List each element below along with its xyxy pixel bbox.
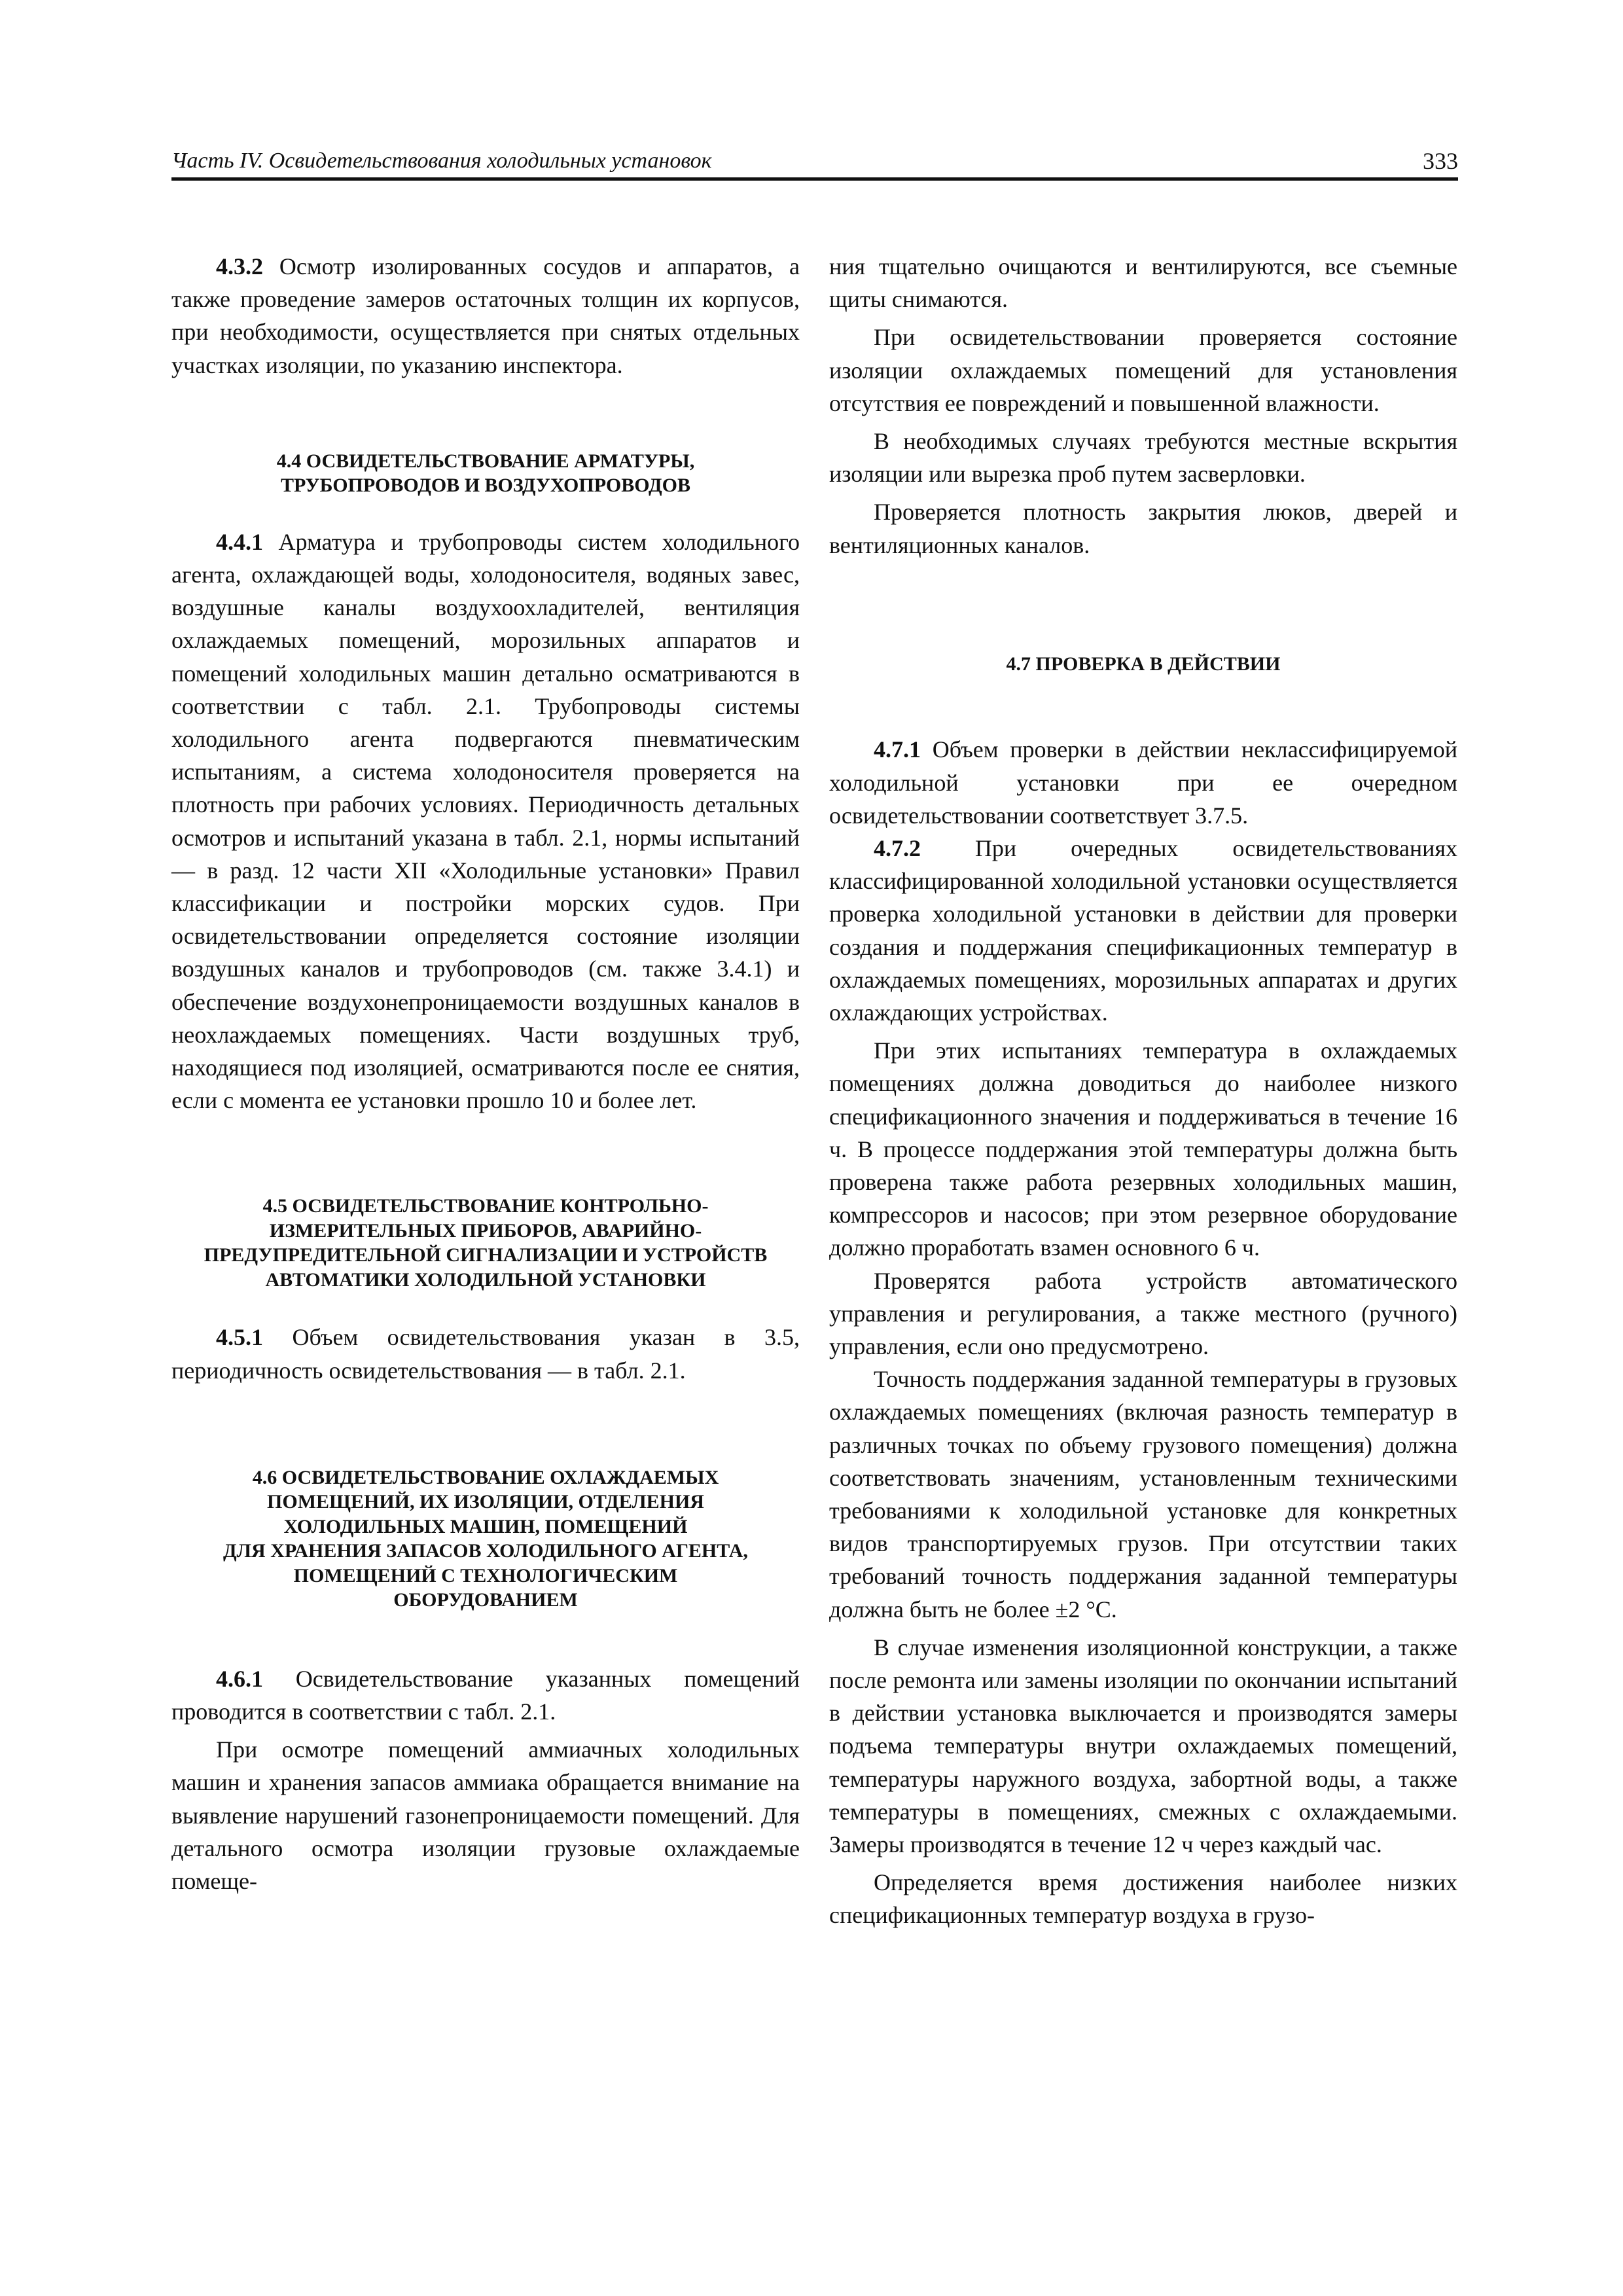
heading-4-6 bbox=[171, 1465, 800, 1613]
paragraph-insulation: При освидетельствовании проверяется состояние изоляции охлаждаемых помещений для установления отсутствия ее повреждений и повышенной влажности. bbox=[829, 324, 1457, 416]
paragraph-tightness: Проверяется плотность закрытия люков, дверей и вентиляционных каналов. bbox=[829, 499, 1457, 558]
paragraph-4-3-2 bbox=[171, 250, 800, 382]
heading-4-4 bbox=[171, 449, 800, 498]
heading-line: ИЗМЕРИТЕЛЬНЫХ ПРИБОРОВ, АВАРИЙНО- bbox=[269, 1219, 702, 1242]
paragraph-automatic: Проверятся работа устройств автоматического управления и регулирования, а также местного (ручного) управления, если оно предусмотрено. bbox=[829, 1267, 1457, 1359]
clause-text: Освидетельствование указанных помещений проводится в соответствии с табл. 2.1. bbox=[171, 1665, 800, 1725]
paragraph-time: Определяется время достижения наиболее низких спецификационных температур воздуха в грузо- bbox=[829, 1869, 1457, 1929]
clause-number: 4.5.1 bbox=[216, 1324, 263, 1351]
paragraph-tests: При этих испытаниях температура в охлаждаемых помещениях должна доводиться до наиболее низкого спецификационного значения и поддерживаться в течение 16 ч. В процессе поддержания этой температуры должна быть проверена также работа резервных холодильных машин, компрессоров и насосов; при этом резервное оборудование должно проработать взамен основного 6 ч. bbox=[829, 1037, 1457, 1261]
clause-text: Арматура и трубопроводы систем холодильного агента, охлаждающей воды, холодоносителя, водяных завес, воздушные каналы воздухоохладителей, вентиляция охлаждаемых помещений, морозильных аппаратов и помещений холодильных машин детально осматриваются в соответствии с табл. 2.1. Трубопроводы системы холодильного агента подвергаются пневматическим испытаниям, а система холодоносителя проверяется на плотность при рабочих условиях. Периодичность детальных осмотров и испытаний указана в табл. 2.1, нормы испытаний — в разд. 12 части XII «Холодильные установки» Правил классификации и постройки морских судов. При освидетельствовании определяется состояние изоляции воздушных каналов и трубопроводов (см. также 3.4.1) и обеспечение воздухонепроницаемости воздушных каналов в неохлаждаемых помещениях. Части воздушных труб, находящиеся под изоляцией, осматриваются после ее снятия, если с момента ее установки прошло 10 и более лет. bbox=[171, 528, 800, 1114]
paragraph-local-openings: В необходимых случаях требуются местные вскрытия изоляции или вырезка проб путем засверловки. bbox=[829, 428, 1457, 488]
clause-text: Осмотр изолированных сосудов и аппаратов, а также проведение замеров остаточных толщин их корпусов, при необходимости, осуществляется при снятых отдельных участках изоляции, по указанию инспектора. bbox=[171, 253, 800, 378]
clause-number: 4.7.1 bbox=[874, 736, 921, 763]
header-title: Часть IV. Освидетельствования холодильных установок bbox=[171, 149, 712, 173]
heading-line: АВТОМАТИКИ ХОЛОДИЛЬНОЙ УСТАНОВКИ bbox=[265, 1268, 706, 1291]
clause-text: Объем освидетельствования указан в 3.5, периодичность освидетельствования — в табл. 2.1. bbox=[171, 1324, 800, 1384]
clause-number: 4.7.2 bbox=[874, 834, 921, 861]
heading-line: ПОМЕЩЕНИЙ С ТЕХНОЛОГИЧЕСКИМ bbox=[293, 1564, 678, 1587]
heading-line: ПОМЕЩЕНИЙ, ИХ ИЗОЛЯЦИИ, ОТДЕЛЕНИЯ bbox=[267, 1491, 704, 1513]
page-number: 333 bbox=[1423, 148, 1458, 174]
heading-line: 4.4 ОСВИДЕТЕЛЬСТВОВАНИЕ АРМАТУРЫ, bbox=[276, 450, 695, 472]
paragraph-4-7-1 bbox=[829, 733, 1457, 832]
paragraph-ammonia: При осмотре помещений аммиачных холодильных машин и хранения запасов аммиака обращается внимание на выявление нарушений газонепроницаемости помещений. Для детального осмотра изоляции грузовые охлаждаемые помеще- bbox=[171, 1736, 800, 1895]
paragraph-accuracy: Точность поддержания заданной температуры в грузовых охлаждаемых помещениях (включая разность температур в различных точках по объему грузового помещения) должна соответствовать значениям, установленным техническими требованиями к холодильной установке для конкретных видов транспортируемых грузов. При отсутствии таких требований точность поддержания заданной температуры должна быть не более ±2 °С. bbox=[829, 1366, 1457, 1623]
heading-line: 4.5 ОСВИДЕТЕЛЬСТВОВАНИЕ КОНТРОЛЬНО- bbox=[262, 1195, 709, 1217]
heading-line: ДЛЯ ХРАНЕНИЯ ЗАПАСОВ ХОЛОДИЛЬНОГО АГЕНТА, bbox=[223, 1540, 748, 1562]
heading-line: ТРУБОПРОВОДОВ И ВОЗДУХОПРОВОДОВ bbox=[280, 475, 691, 497]
paragraph-4-6-1 bbox=[171, 1662, 800, 1728]
paragraph-insulation-change: В случае изменения изоляционной конструкции, а также после ремонта или замены изоляции по окончании испытаний в действии установка выключается и производятся замеры подъема температуры внутри охлаждаемых помещений, температуры наружного воздуха, забортной воды, а также температуры в помещениях, смежных с охлаждаемыми. Замеры производятся в течение 12 ч через каждый час. bbox=[829, 1634, 1457, 1858]
paragraph-4-4-1 bbox=[171, 526, 800, 1117]
heading-line: ПРЕДУПРЕДИТЕЛЬНОЙ СИГНАЛИЗАЦИИ И УСТРОЙСТВ bbox=[204, 1244, 768, 1266]
header-rule bbox=[171, 177, 1458, 181]
heading-4-5 bbox=[171, 1194, 800, 1292]
right-column bbox=[829, 250, 1457, 1932]
heading-line: 4.6 ОСВИДЕТЕЛЬСТВОВАНИЕ ОХЛАЖДАЕМЫХ bbox=[252, 1466, 719, 1488]
clause-number: 4.3.2 bbox=[216, 253, 263, 279]
clause-number: 4.4.1 bbox=[216, 528, 263, 555]
clause-text: При очередных освидетельствованиях классифицированной холодильной установки осуществляется проверка холодильной установки в действии для проверки создания и поддержания спецификационных температур в охлаждаемых помещениях, морозильных аппаратах и других охлаждающих устройствах. bbox=[829, 834, 1457, 1026]
paragraph-continuation: ния тщательно очищаются и вентилируются, все съемные щиты снимаются. bbox=[829, 253, 1457, 313]
heading-line: ХОЛОДИЛЬНЫХ МАШИН, ПОМЕЩЕНИЙ bbox=[283, 1515, 688, 1537]
heading-4-7: 4.7 ПРОВЕРКА В ДЕЙСТВИИ bbox=[1006, 653, 1281, 675]
paragraph-4-5-1 bbox=[171, 1321, 800, 1386]
running-header bbox=[171, 145, 1458, 177]
paragraph-4-7-2 bbox=[829, 832, 1457, 1029]
left-column bbox=[171, 250, 800, 1897]
heading-line: ОБОРУДОВАНИЕМ bbox=[393, 1589, 578, 1611]
clause-number: 4.6.1 bbox=[216, 1665, 263, 1692]
clause-text: Объем проверки в действии неклассифицируемой холодильной установки при ее очередном освидетельствовании соответствует 3.7.5. bbox=[829, 736, 1457, 829]
